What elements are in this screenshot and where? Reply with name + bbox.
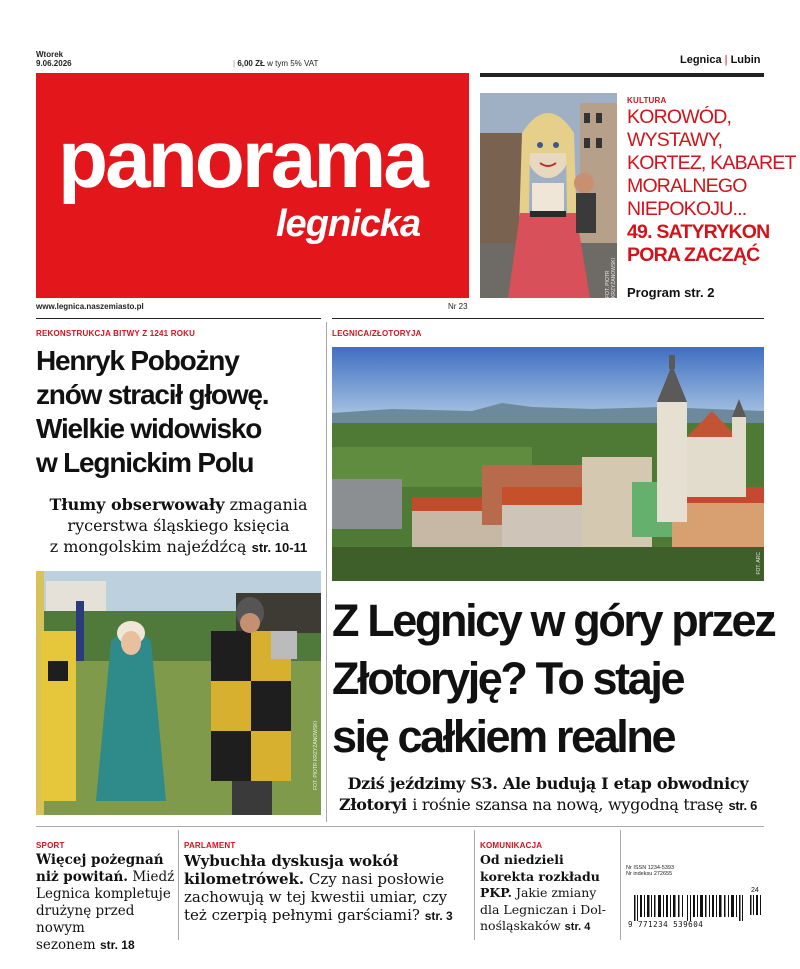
sport-text-part: sezonem <box>36 937 96 953</box>
transport-page: str. 4 <box>564 921 591 933</box>
index-number: Nr indeksu 272655 <box>626 871 673 877</box>
parliament-headline-line: Wybuchła dyskusja wokół <box>184 852 399 870</box>
edition-lubin: Lubin <box>730 54 761 66</box>
transport-kicker: KOMUNIKACJA <box>480 841 543 850</box>
masthead-url: www.legnica.naszemiasto.pl <box>36 302 144 311</box>
parliament-line <box>184 906 470 925</box>
masthead <box>36 73 469 298</box>
bottom-divider-2 <box>474 830 475 940</box>
barcode-number: 9 771234 539604 <box>628 920 704 929</box>
culture-headline-line: KOROWÓD, <box>627 106 732 128</box>
lead-headline-line: Henryk Pobożny <box>36 345 239 376</box>
culture-headline-line: MORALNEGO <box>627 175 747 197</box>
header-rule-right <box>480 73 764 77</box>
main-headline-line: Złotoryję? To staje <box>332 653 684 704</box>
price: 6,00 ZŁ <box>237 59 265 68</box>
main-deck-bold: Złotoryi <box>338 795 407 814</box>
culture-headline <box>627 106 796 267</box>
main-headline-line: Z Legnicy w góry przez <box>332 595 775 646</box>
main-deck-line <box>332 794 764 816</box>
transport-line: dla Legniczan i Dol- <box>480 901 606 917</box>
lead-deck-text: zmagania <box>229 495 308 514</box>
lead-deck-line <box>36 536 321 558</box>
edition-separator: | <box>724 54 728 66</box>
transport-headline-line: korekta rozkładu <box>480 868 600 884</box>
culture-headline-line: KORTEZ, KABARET <box>627 152 796 174</box>
reenactment-illustration <box>36 571 321 815</box>
parliament-text-part: też czerpią pełnymi garściami? <box>184 906 420 924</box>
lead-deck <box>36 494 321 558</box>
lead-deck-line: rycerstwa śląskiego księcia <box>67 516 290 535</box>
lead-photo <box>36 571 321 815</box>
transport-headline-line: PKP. <box>480 885 512 900</box>
zlotoryja-aerial-illustration <box>332 347 764 581</box>
parliament-teaser <box>184 836 470 925</box>
culture-headline-line: NIEPOKOJU... <box>627 198 747 220</box>
sport-line <box>36 869 176 886</box>
main-kicker: LEGNICA/ZŁOTORYJA <box>332 329 422 338</box>
culture-highlight-line: 49. SATYRYKON <box>627 221 770 243</box>
bottom-divider-3 <box>620 830 621 940</box>
culture-headline-line: WYSTAWY, <box>627 129 723 151</box>
issn: Nr ISSN 1234-5393 <box>626 865 674 871</box>
sport-kicker: SPORT <box>36 841 65 850</box>
price-block: | 6,00 ZŁ w tym 5% VAT <box>233 59 319 68</box>
puppet-illustration <box>480 93 617 298</box>
culture-kicker: KULTURA <box>627 96 667 105</box>
bottom-rule <box>36 826 764 827</box>
masthead-subtitle: legnicka <box>276 203 421 245</box>
sport-line <box>36 937 176 954</box>
parliament-text-part: Czy nasi posłowie <box>308 870 445 888</box>
main-headline <box>332 592 774 766</box>
lead-deck-text: z mongolskim najeźdźcą <box>49 537 247 556</box>
barcode-icon <box>634 895 752 921</box>
lead-headline-line: w Legnickim Polu <box>36 447 254 478</box>
main-deck-text: i rośnie szansa na nową, wygodną trasę <box>412 795 724 814</box>
sport-text <box>36 852 176 954</box>
transport-line <box>480 885 618 902</box>
barcode-row <box>626 887 766 929</box>
main-deck-line: Dziś jeździmy S3. Ale budują I etap obwodnicy <box>347 774 749 793</box>
lead-deck-page: str. 10-11 <box>251 540 308 555</box>
bottom-divider-1 <box>178 830 179 940</box>
transport-text-part: Jakie zmiany <box>515 885 597 900</box>
sport-page: str. 18 <box>99 938 135 952</box>
masthead-title: panorama <box>58 114 426 205</box>
rule-column-divider <box>326 322 327 822</box>
culture-photo-credit: FOT. PIOTR KRZYŻANOWSKI <box>605 257 617 298</box>
edition-legnica: Legnica <box>680 54 722 66</box>
addon-barcode-icon <box>750 895 762 915</box>
lead-photo-credit: FOT. PIOTR KRZYŻANOWSKI <box>313 721 319 790</box>
sport-headline-line: niż powitań. <box>36 869 129 885</box>
main-deck-page: str. 6 <box>728 798 758 813</box>
parliament-line: zachowują w tej kwestii umiar, czy <box>184 888 448 906</box>
issue-number: Nr 23 <box>448 302 468 311</box>
main-photo-credit: FOT. ARC <box>756 552 762 575</box>
barcode-block <box>626 865 766 927</box>
barcode-addon: 24 <box>751 887 759 894</box>
editions <box>680 54 761 66</box>
transport-text-part: nośląskaków <box>480 918 561 933</box>
lead-kicker: REKONSTRUKCJA BITWY Z 1241 ROKU <box>36 329 196 338</box>
transport-teaser <box>480 836 618 936</box>
sport-teaser <box>36 836 176 954</box>
main-deck <box>332 773 764 816</box>
sport-line: Legnica kompletuje <box>36 886 171 902</box>
parliament-text <box>184 852 470 925</box>
culture-program: Program str. 2 <box>627 285 715 300</box>
culture-highlight-line: PORA ZACZĄĆ <box>627 244 760 266</box>
lead-headline-line: znów stracił głowę. <box>36 379 269 410</box>
transport-line <box>480 918 618 936</box>
sport-headline-line: Więcej pożegnań <box>36 852 164 868</box>
culture-photo <box>480 93 617 298</box>
lead-headline-line: Wielkie widowisko <box>36 413 262 444</box>
issue-day: Wtorek <box>36 50 64 59</box>
transport-headline-line: Od niedzieli <box>480 852 564 867</box>
transport-text <box>480 852 618 936</box>
parliament-kicker: PARLAMENT <box>184 841 236 850</box>
sport-line: drużynę przed nowym <box>36 903 135 936</box>
parliament-headline-line: kilometrówek. <box>184 870 305 888</box>
parliament-line <box>184 870 470 888</box>
main-headline-line: się całkiem realne <box>332 711 675 762</box>
rule-left-top <box>36 318 321 319</box>
lead-headline <box>36 344 268 480</box>
main-photo <box>332 347 764 581</box>
lead-deck-line <box>36 494 321 515</box>
rule-right-top <box>332 318 764 319</box>
lead-deck-bold: Tłumy obserwowały <box>49 495 225 514</box>
vat-note: w tym 5% VAT <box>267 59 319 68</box>
sport-text-part: Miedź <box>132 869 175 885</box>
parliament-page: str. 3 <box>424 909 453 923</box>
issue-date: 9.06.2026 <box>36 59 72 68</box>
